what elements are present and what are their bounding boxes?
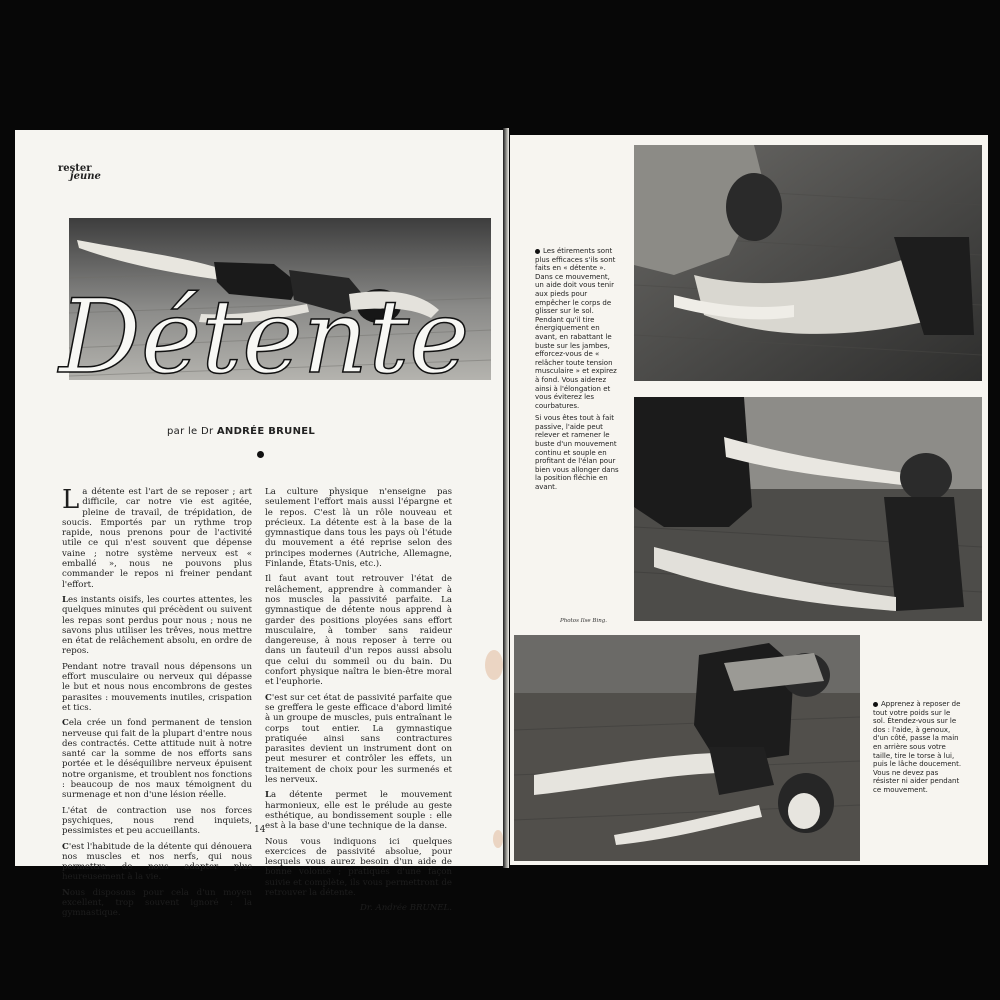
bullet-icon (873, 702, 878, 707)
caption-bottom: Apprenez à reposer de tout votre poids sur le sol. Étendez-vous sur le dos : l'aide, à genoux, d'un côté, passe la main en arrière sous votre taille, tire le torse à lui, puis le lâche doucement. Vous ne devez pas résister ni aider pendant ce mouvement. (873, 700, 962, 794)
caption-paragraph: Les étirements sont plus efficaces s'ils sont faits en « détente ». Dans ce mouvement, un aide doit vous tenir aux pieds pour empêcher le corps de glisser sur le sol. Pendant qu'il tire énergiquement en avant, en rabattant le buste sur les jambes, efforcez-vous de « relâcher toute tension musculaire » et expirez à fond. Vous aiderez ainsi à l'élongation et vous éviterez les courbatures. (535, 247, 617, 410)
caption-paragraph: Si vous êtes tout à fait passive, l'aide peut relever et ramener le buste d'un mouvement continu et souple en profitant de l'élan pour bien vous allonger dans la position fléchie en avant. (535, 414, 619, 492)
spine-crease (503, 128, 509, 868)
paragraph: Les instants oisifs, les courtes attentes, les quelques minutes qui précèdent ou suivent les repas sont perdus pour nous ; nous ne savons plus utiliser les trêves, nous mettre en état de relâchement absolu, en ordre de repos. (62, 594, 252, 657)
author-name: ANDRÉE BRUNEL (216, 426, 316, 437)
article-column-left (62, 487, 252, 924)
paragraph: La détente permet le mouvement harmonieux, elle est le prélude au geste esthétique, au bondissement souple : elle est à la base d'une technique de la danse. (265, 790, 452, 832)
left-page (15, 130, 505, 919)
right-page (510, 135, 988, 865)
byline-prefix: par le Dr (167, 426, 214, 437)
ornament-dot (257, 451, 264, 458)
rubric-line-2: jeune (70, 171, 101, 182)
paper-stain (485, 650, 503, 680)
article-title: Détente (59, 278, 470, 397)
paragraph: C'est sur cet état de passivité parfaite que se greffera le geste efficace d'abord limité à un groupe de muscles, puis entraînant le corps tout entier. La gymnastique pratiquée ainsi sans contractures parasites devient un instrument dont on peut mesurer et contrôler les effets, un traitement de choix pour les surmenés et les nerveux. (265, 692, 452, 786)
paragraph: Il faut avant tout retrouver l'état de relâchement, apprendre à commander à nos muscles la passivité parfaite. La gymnastique de détente nous apprend à garder des positions ployées sans effort musculaire, à tomber sans raideur dangereuse, à nous reposer à terre ou dans un fauteuil d'un repos aussi absolu que celui du sommeil ou du bain. Du confort physique naîtra le bien-être moral et l'euphorie. (265, 574, 452, 688)
paper-stain (493, 830, 503, 848)
paragraph: La culture physique n'enseigne pas seulement l'effort mais aussi l'épargne et le repos. C'est là un rôle nouveau et précieux. La détente est à la base de la gymnastique dans tous les pays où l'étude du mouvement a été reprise selon des principes modernes (Autriche, Allemagne, Finlande, États-Unis, etc.). (265, 487, 452, 570)
paragraph: Nous vous indiquons ici quelques exercices de passivité absolue, pour lesquels vous aurez besoin d'un aide de bonne volonté ; pratiqués d'une façon suivie et complète, ils vous permettront de retrouver la détente. (265, 836, 452, 898)
photo-resting-on-floor (514, 635, 860, 861)
photo-forward-stretch-with-helper (634, 145, 982, 381)
signature: Dr. Andrée BRUNEL. (359, 903, 452, 914)
byline (167, 426, 315, 437)
paragraph: Nous disposons pour cela d'un moyen excellent, trop souvent ignoré : la gymnastique. (62, 887, 252, 919)
caption-top (535, 247, 619, 496)
paragraph: L'état de contraction use nos forces psychiques, nous rend inquiets, pessimistes et peu accueillants. (62, 805, 252, 837)
article-column-right (265, 487, 452, 919)
section-rubric (58, 165, 101, 181)
photo-assisted-sitting-up (634, 397, 982, 621)
rubric-line-1: rester (58, 163, 92, 174)
bullet-icon (535, 249, 540, 254)
page-number: 14 (254, 825, 266, 835)
paragraph: C'est l'habitude de la détente qui dénouera nos muscles et nos nerfs, qui nous permettra de nous adapter plus heureusement à la vie. (62, 841, 252, 883)
paragraph: Pendant notre travail nous dépensons un effort musculaire ou nerveux qui dépasse le but et nous nous encombrons de gestes parasites : mouvements inutiles, crispation et tics. (62, 661, 252, 713)
paragraph: La détente est l'art de se reposer ; art difficile, car notre vie est agitée, pleine de travail, de trépidation, de soucis. Emportés par un rythme trop rapide, nous prenons pour de l'activité utile ce qui n'est souvent que dépense vaine ; notre système nerveux est « emballé », nous ne pouvons plus commander le repos ni freiner pendant l'effort. (62, 485, 252, 590)
photo-credit: Photos Ilse Bing. (560, 618, 608, 624)
paragraph: Cela crée un fond permanent de tension nerveuse qui fait de la plupart d'entre nous des contractés. Cette attitude nuit à notre santé car la somme de nos efforts sans portée et le déséquilibre nerveux épuisent notre organisme, et troublent nos fonctions : beaucoup de nos maux témoignent du surmenage et non d'une lésion réelle. (62, 718, 252, 801)
